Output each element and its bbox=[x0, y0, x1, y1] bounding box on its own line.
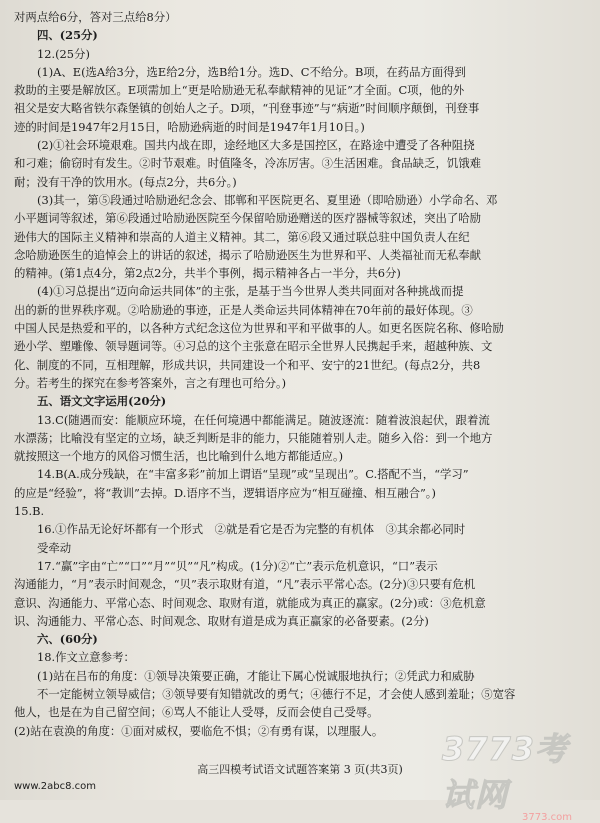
text-line: 祖父是安大略省铁尔森堡镇的创始人之子。D项，“刊登事迹”与“病逝”时间顺序颠倒，刊登事 bbox=[14, 101, 480, 116]
text-line: 13.C(随遇而安：能顺应环境，在任何境遇中都能满足。随波逐流：随着波浪起伏，跟着流 bbox=[37, 412, 490, 427]
text-line: 小平题词等叙述，第⑥段通过哈励逊医院至今保留哈励逊赠送的医疗器械等叙述，突出了哈励 bbox=[14, 211, 482, 226]
text-line: 念哈励逊医生的追悼会上的讲话的叙述，揭示了哈励逊医生为世界和平、人类福祉而无私奉献 bbox=[14, 247, 482, 262]
text-line: 分。若考生的探究在参考答案外，言之有理也可给分。) bbox=[14, 375, 287, 390]
text-line: 沟通能力，“月”表示时间观念，“贝”表示取财有道，“凡”表示平常心态。(2分)③只要有危机 bbox=[14, 577, 476, 592]
text-line: 四、(25分) bbox=[37, 28, 98, 43]
text-line: 出的新的世界秩序观。②哈励逊的事迹，正是人类命运共同体精神在70年前的最好体现。③ bbox=[14, 302, 473, 317]
text-line: 迹的时间是1947年2月15日，哈励逊病逝的时间是1947年1月10日。) bbox=[14, 119, 365, 134]
text-line: 六、(60分) bbox=[37, 632, 98, 647]
text-line: 对两点给6分，答对三点给8分） bbox=[14, 10, 177, 24]
text-line: 五、语文文字运用(20分) bbox=[37, 394, 167, 409]
text-line: 逊小学、塑雕像、领导题词等。④习总的这个主张意在昭示全世界人民携起手来，超越种族、文 bbox=[14, 339, 493, 354]
page-footer: 高三四模考试语文试题答案第 3 页(共3页) bbox=[197, 763, 403, 776]
text-line: 他人，也是在为自己留空间；⑥骂人不能让人受辱，反而会使自己受辱。 bbox=[14, 705, 379, 720]
text-line: (2)站在袁涣的角度：①面对威权，要临危不惧；②有勇有谋，以理服人。 bbox=[14, 723, 384, 738]
text-line: (1)站在吕布的角度：①领导决策要正确，才能让下属心悦诚服地执行；②凭武力和威胁 bbox=[37, 668, 475, 683]
text-line: 受牵动 bbox=[37, 540, 72, 555]
text-line: (2)①社会环境艰难。国共内战在即，途经地区大多是国控区，在路途中遭受了各种阻挠 bbox=[37, 138, 475, 153]
text-line: 意识、沟通能力、平常心态、时间观念、取财有道，就能成为真正的赢家。(2分)或：③危机意 bbox=[14, 595, 486, 610]
text-line: 不一定能树立领导威信；③领导要有知错就改的勇气；④德行不足，才会使人感到羞耻；⑤宽容 bbox=[37, 686, 516, 701]
text-line: (4)①习总提出“迈向命运共同体”的主张，是基于当今世界人类共同面对各种挑战而提 bbox=[37, 284, 464, 299]
text-line: 救助的主要是解放区。E项需加上“更是哈励逊无私奉献精神的见证”才全面。C项，他的外 bbox=[14, 83, 465, 98]
text-line: 的精神。(第1点4分，第2点2分，共半个事例，揭示精神各占一半分，共6分) bbox=[14, 266, 401, 281]
text-line: 和刁难；偷窃时有发生。②时节艰难。时值隆冬，冷冻厉害。③生活困难。食品缺乏，饥饿难 bbox=[14, 156, 482, 171]
text-line: 耐；没有干净的饮用水。(每点2分，共6分。) bbox=[14, 174, 237, 189]
text-line: (1)A、E(选A给3分，选E给2分，选B给1分。选D、C不给分。B项，在药品方面得到 bbox=[37, 64, 466, 79]
logo-sub-text: 3773.com bbox=[522, 812, 572, 823]
text-line: 15.B. bbox=[14, 504, 45, 519]
text-line: 就按照这一个地方的风俗习惯生活，也比喻到什么地方都能适应。) bbox=[14, 449, 344, 464]
text-line: 12.(25分) bbox=[37, 46, 90, 61]
text-line: 水漂荡；比喻没有坚定的立场，缺乏判断是非的能力，只能随着别人走。随乡入俗：到一个地方 bbox=[14, 430, 493, 445]
text-line: 16.①作品无论好坏都有一个形式 ②就是看它是否为完整的有机体 ③其余都必同时 bbox=[37, 522, 466, 537]
text-line: 的应是“经验”，将“教训”去掉。D.语序不当，逻辑语序应为“相互碰撞、相互融合”。) bbox=[14, 485, 436, 500]
text-line: 中国人民是热爱和平的，以各种方式纪念这位为世界和平和平做事的人。如更名医院名称、修哈励 bbox=[14, 321, 504, 336]
site-logo-watermark bbox=[442, 724, 592, 823]
text-line: 18.作文立意参考： bbox=[37, 650, 135, 665]
text-line: 化、制度的不同，互相理解，形成共识，共同建设一个和平、安宁的21世纪。(每点2分，共8 bbox=[14, 357, 481, 372]
text-line: 识、沟通能力、平常心态、时间观念、取财有道是成为真正赢家的必备要素。(2分) bbox=[14, 613, 429, 628]
answer-text-body bbox=[14, 8, 566, 740]
text-line: (3)其一，第⑤段通过哈励逊纪念会、邯郸和平医院更名、夏里逊（即哈励逊）小学命名、邓 bbox=[37, 192, 498, 207]
logo-main-text: 3773考试网 bbox=[442, 730, 569, 814]
text-line: 逊伟大的国际主义精神和崇高的人道主义精神。其二，第⑥段又通过联总驻中国负责人在纪 bbox=[14, 229, 470, 244]
text-line: 17.“赢”字由“亡”“口”“月”“贝”“凡”构成。(1分)②“亡”表示危机意识，“口”表示 bbox=[37, 558, 438, 573]
source-url: www.2abc8.com bbox=[14, 781, 97, 792]
text-line: 14.B(A.成分残缺，在“丰富多彩”前加上谓语“呈现”或“呈现出”。C.搭配不当，“学习” bbox=[37, 467, 469, 482]
